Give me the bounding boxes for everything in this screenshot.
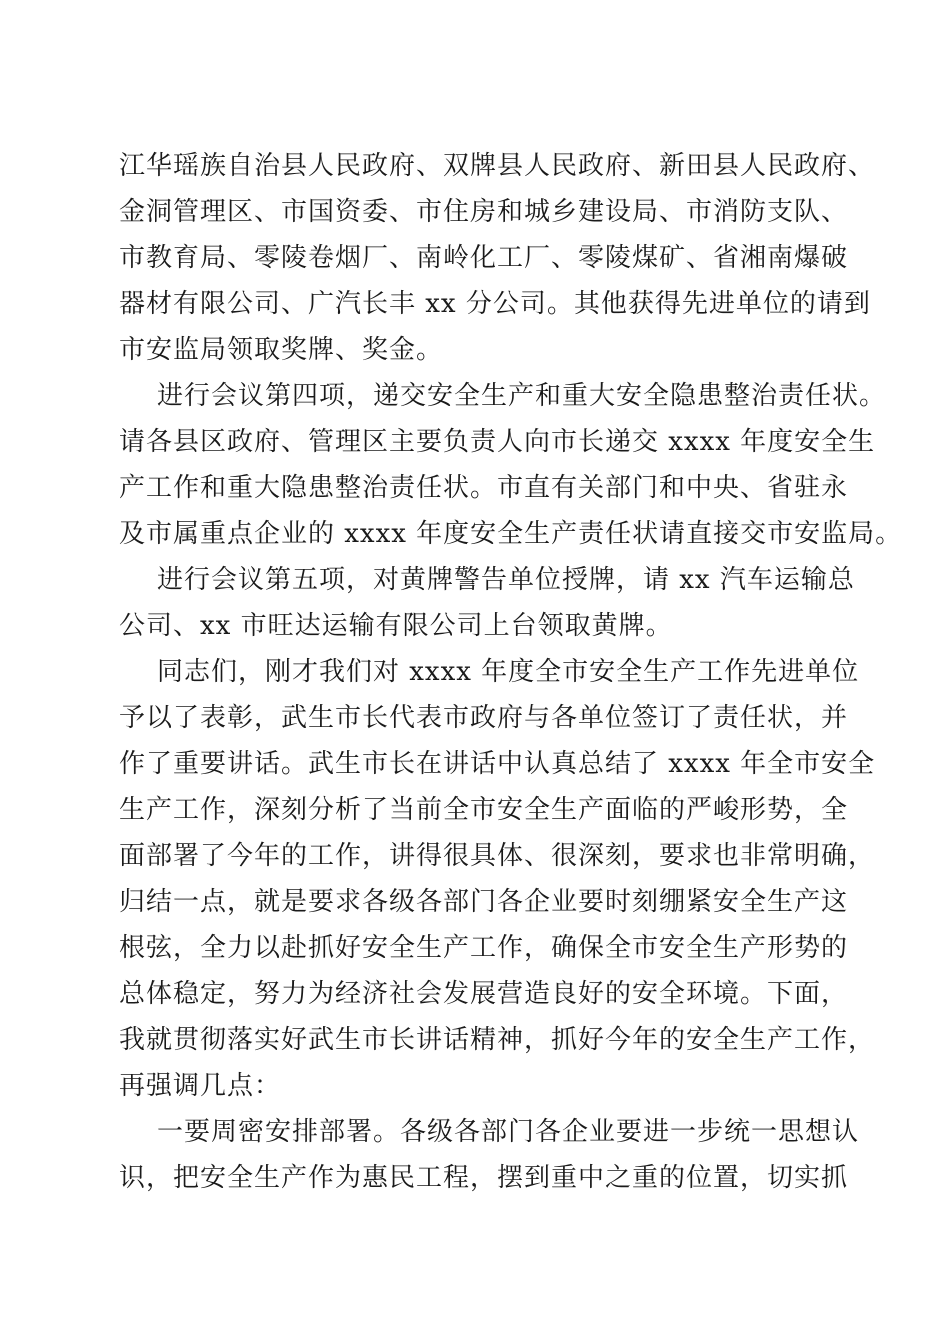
text-line: 识，把安全生产作为惠民工程，摆到重中之重的位置，切实抓 — [119, 1163, 849, 1193]
text-line: 产工作和重大隐患整治责任状。市直有关部门和中央、省驻永 — [119, 473, 849, 503]
text-line: 公司、xx 市旺达运输有限公司上台领取黄牌。 — [119, 611, 673, 641]
text-line: 我就贯彻落实好武生市长讲话精神，抓好今年的安全生产工作， — [119, 1025, 876, 1055]
text-line: 生产工作，深刻分析了当前全市安全生产面临的严峻形势，全 — [119, 795, 849, 825]
text-line: 市教育局、零陵卷烟厂、南岭化工厂、零陵煤矿、省湘南爆破 — [119, 243, 849, 273]
paragraph-start-line: 同志们，刚才我们对 xxxx 年度全市安全生产工作先进单位 — [157, 657, 860, 687]
text-line: 予以了表彰，武生市长代表市政府与各单位签订了责任状，并 — [119, 703, 849, 733]
text-line: 市安监局领取奖牌、奖金。 — [119, 335, 444, 365]
text-line: 总体稳定，努力为经济社会发展营造良好的安全环境。下面， — [119, 979, 849, 1009]
text-line: 再强调几点： — [119, 1071, 282, 1101]
text-line: 金洞管理区、市国资委、市住房和城乡建设局、市消防支队、 — [119, 197, 849, 227]
text-line: 作了重要讲话。武生市长在讲话中认真总结了 xxxx 年全市安全 — [119, 749, 876, 779]
paragraph-start-line: 进行会议第五项，对黄牌警告单位授牌，请 xx 汽车运输总 — [157, 565, 855, 595]
text-line: 江华瑶族自治县人民政府、双牌县人民政府、新田县人民政府、 — [119, 151, 876, 181]
text-line: 及市属重点企业的 xxxx 年度安全生产责任状请直接交市安监局。 — [119, 519, 903, 549]
text-line: 归结一点，就是要求各级各部门各企业要时刻绷紧安全生产这 — [119, 887, 849, 917]
text-line: 面部署了今年的工作，讲得很具体、很深刻，要求也非常明确， — [119, 841, 876, 871]
document-body — [119, 143, 903, 1201]
paragraph-start-line: 进行会议第四项，递交安全生产和重大安全隐患整治责任状。 — [157, 381, 887, 411]
text-line: 根弦，全力以赴抓好安全生产工作，确保全市安全生产形势的 — [119, 933, 849, 963]
text-line: 器材有限公司、广汽长丰 xx 分公司。其他获得先进单位的请到 — [119, 289, 871, 319]
paragraph-start-line: 一要周密安排部署。各级各部门各企业要进一步统一思想认 — [157, 1117, 860, 1147]
text-line: 请各县区政府、管理区主要负责人向市长递交 xxxx 年度安全生 — [119, 427, 876, 457]
